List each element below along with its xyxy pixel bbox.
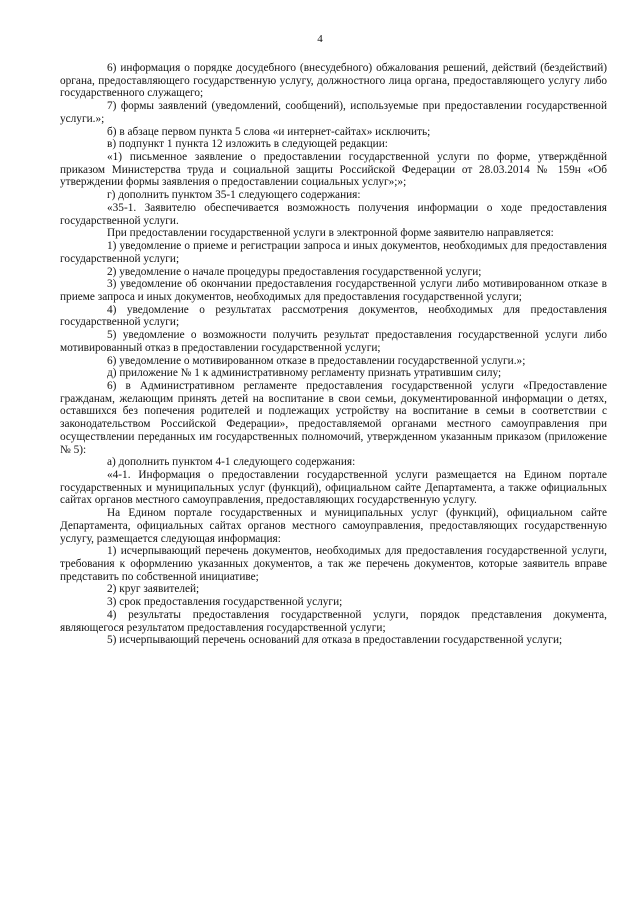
paragraph: «1) письменное заявление о предоставлении государственной услуги по форме, утверждённой приказом Министерства труда и социальной защиты Российской Федерации от 28.03.2014 № 159н «Об утверждении формы заявления о предоставлении социальных услуг»;»; <box>60 151 607 189</box>
paragraph: 5) уведомление о возможности получить результат предоставления государственной услуги либо мотивированный отказ в предоставлении государственной услуги; <box>60 329 607 354</box>
paragraph: д) приложение № 1 к административному регламенту признать утратившим силу; <box>107 367 502 380</box>
paragraph: г) дополнить пунктом 35-1 следующего содержания: <box>107 189 361 202</box>
paragraph: б) в абзаце первом пункта 5 слова «и интернет-сайтах» исключить; <box>107 125 431 138</box>
paragraph: а) дополнить пунктом 4-1 следующего содержания: <box>107 456 356 469</box>
paragraph: 4) уведомление о результатах рассмотрения документов, необходимых для предоставления государственной услуги; <box>60 303 607 329</box>
paragraph: 3) срок предоставления государственной услуги; <box>107 596 343 609</box>
paragraph: в) подпункт 1 пункта 12 изложить в следующей редакции: <box>107 138 388 151</box>
paragraph: 6) в Административном регламенте предоставления государственной услуги «Предоставление гражданам, желающим принять детей на воспитание в свои семьи, документированной информации о детях, оставшихся без попечения родителей и подлежащих устройству на воспитание в семьи в соответствии с законодательством Российской Федерации», предоставляемой органами местного самоуправления при осуществлении переданных им государственных полномочий, утвержденном указанным приказом (приложение № 5): <box>60 379 607 456</box>
page-number: 4 <box>317 33 323 45</box>
paragraph: 2) круг заявителей; <box>107 583 200 596</box>
paragraph: 3) уведомление об окончании предоставления государственной услуги либо мотивированном отказе в приеме запроса и иных документов, необходимых для предоставления государственной услуги; <box>60 278 607 303</box>
paragraph: 2) уведомление о начале процедуры предоставления государственной услуги; <box>107 265 482 278</box>
paragraph: 5) исчерпывающий перечень оснований для отказа в предоставлении государственной услуги; <box>107 634 563 647</box>
document-body <box>60 62 607 647</box>
paragraph: 6) информация о порядке досудебного (внесудебного) обжалования решений, действий (бездействий) органа, предоставляющего государственную услугу, должностного лица органа, предоставляющего услугу либо государственного служащего; <box>60 62 607 100</box>
paragraph: 1) уведомление о приеме и регистрации запроса и иных документов, необходимых для предоставления государственной услуги; <box>60 240 607 265</box>
paragraph: «4-1. Информация о предоставлении государственной услуги размещается на Едином портале государственных и муниципальных услуг (функций), официальном сайте Департамента, а также официальных сайтах органов местного самоуправления, предоставляющих государственную услугу. <box>60 469 607 507</box>
paragraph: «35-1. Заявителю обеспечивается возможность получения информации о ходе предоставления государственной услуги. <box>60 201 607 227</box>
paragraph: При предоставлении государственной услуги в электронной форме заявителю направляется: <box>107 227 554 240</box>
paragraph: 4) результаты предоставления государственной услуги, порядок представления документа, являющегося результатом предоставления государственной услуги; <box>60 608 607 634</box>
paragraph: 6) уведомление о мотивированном отказе в предоставлении государственной услуги.»; <box>107 354 526 367</box>
paragraph: 1) исчерпывающий перечень документов, необходимых для предоставления государственной услуги, требования к оформлению указанных документов, а так же перечень документов, которые заявитель вправе представить по собственной инициативе; <box>60 545 607 583</box>
paragraph: На Едином портале государственных и муниципальных услуг (функций), официальном сайте Департамента, официальных сайтах органов местного самоуправления, предоставляющих государственную услугу, размещается следующая информация: <box>60 507 607 545</box>
paragraph: 7) формы заявлений (уведомлений, сообщений), используемые при предоставлении государственной услуги.»; <box>60 100 607 125</box>
